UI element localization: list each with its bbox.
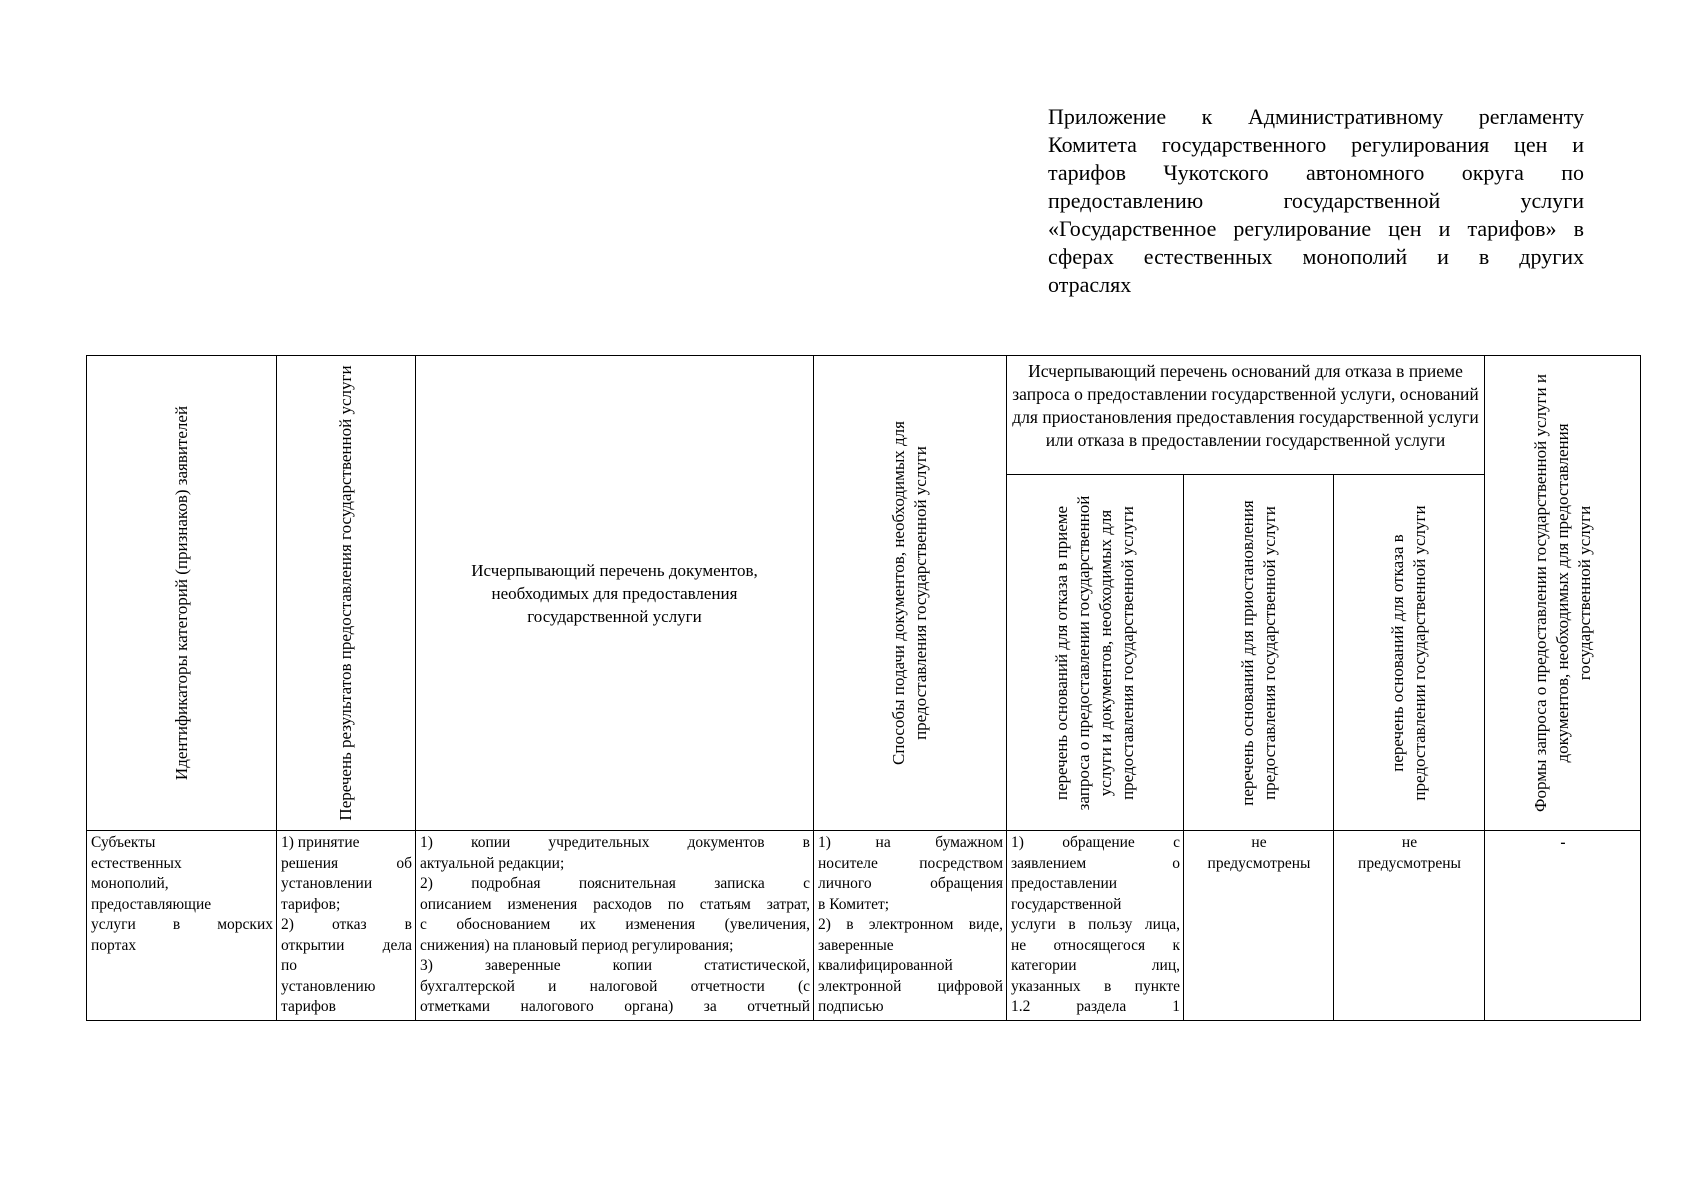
cell-submission (814, 831, 1007, 1021)
cell-line: 1) на бумажном (818, 834, 1003, 851)
header-results-list (277, 356, 416, 831)
cell-refusal-to-provide (1334, 831, 1485, 1021)
cell-refusal-to-accept (1007, 831, 1184, 1021)
appendix-line: отраслях (1048, 272, 1132, 297)
cell-line: 1.2 раздела 1 (1011, 998, 1180, 1015)
appendix-line: Комитета государственного регулирования цен и (1048, 132, 1584, 157)
cell-applicants (87, 831, 277, 1021)
cell-line: 2) подробная пояснительная записка с (420, 875, 810, 892)
cell-line: описанием изменения расходов по статьям затрат, (420, 895, 810, 913)
cell-line: носителе посредством (818, 854, 1003, 872)
cell-line: по (281, 957, 298, 974)
header-request-forms (1485, 356, 1641, 831)
header-suspension-grounds (1184, 475, 1334, 831)
cell-line: тарифов; (281, 895, 341, 913)
cell-line: открытии дела (281, 936, 412, 954)
cell-line: установлению (281, 977, 376, 995)
cell-line: Субъекты (91, 834, 156, 851)
cell-request-forms (1485, 831, 1641, 1021)
header-refusal-to-accept (1007, 475, 1184, 831)
cell-line: 1) принятие (281, 834, 360, 851)
table-row (87, 831, 1641, 1021)
header-text: перечень оснований для приостановления предоставления государственной услуги (1237, 499, 1279, 806)
cell-line: услуги в морских (91, 916, 273, 933)
cell-text: не предусмотрены (1207, 834, 1311, 872)
header-submission-methods (814, 356, 1007, 831)
cell-line: портах (91, 936, 137, 954)
cell-line: тарифов (281, 998, 336, 1015)
cell-line: квалифицированной (818, 957, 953, 974)
cell-text: - (1560, 834, 1566, 851)
cell-line: заверенные (818, 936, 894, 954)
cell-line: актуальной редакции; (420, 854, 565, 872)
appendix-note (1048, 103, 1584, 299)
cell-line: 1) обращение с (1011, 834, 1180, 851)
header-text: Способы подачи документов, необходимых для предоставления государственной услуги (889, 421, 930, 765)
header-text: Формы запроса о предоставлении государственной услуги и документов, необходимых для предоставления государственной услуги (1530, 374, 1594, 812)
cell-line: электронной цифровой (818, 977, 1003, 995)
cell-line: с обоснованием их изменения (увеличения, (420, 916, 810, 933)
header-text: Перечень результатов предоставления государственной услуги (336, 365, 355, 821)
cell-line: указанных в пункте (1011, 977, 1180, 995)
regulation-table (86, 355, 1641, 1021)
header-text: Идентификаторы категорий (признаков) заявителей (171, 405, 191, 781)
cell-line: категории лиц, (1011, 957, 1180, 974)
header-documents-list (416, 356, 814, 831)
appendix-line: Приложение к Административному регламенту (1048, 104, 1584, 129)
header-refusal-grounds-group (1007, 356, 1485, 475)
appendix-line: сферах естественных монополий и в других (1048, 244, 1584, 269)
appendix-line: «Государственное регулирование цен и тарифов» в (1048, 216, 1584, 241)
appendix-line: предоставлению государственной услуги (1048, 188, 1584, 213)
cell-line: отметками налогового органа) за отчетный (420, 998, 810, 1015)
cell-suspension-grounds (1184, 831, 1334, 1021)
cell-line: предоставляющие (91, 895, 212, 913)
cell-text: не предусмотрены (1358, 834, 1461, 872)
cell-line: в Комитет; (818, 895, 890, 913)
cell-line: 2) в электронном виде, (818, 916, 1003, 933)
header-text: Исчерпывающий перечень оснований для отказа в приеме запроса о предоставлении государственной услуги, оснований для приостановления предоставления государственной услуги или отказа в предоставлении государственной услуги (1012, 361, 1479, 450)
cell-line: заявлением о (1011, 854, 1180, 872)
header-applicant-categories (87, 356, 277, 831)
header-text: Исчерпывающий перечень документов, необходимых для предоставления государственной услуги (471, 560, 758, 626)
cell-results (277, 831, 416, 1021)
header-refusal-to-provide (1334, 475, 1485, 831)
cell-line: подписью (818, 998, 884, 1015)
cell-line: монополий, (91, 875, 169, 892)
cell-line: не относящегося к (1011, 936, 1180, 954)
cell-line: установлении (281, 875, 373, 892)
header-text: перечень оснований для отказа в приеме запроса о предоставлении государственной услуги и документов, необходимых для предоставления государственной услуги (1052, 495, 1137, 810)
cell-line: личного обращения (818, 875, 1003, 892)
cell-line: 2) отказ в (281, 916, 412, 933)
cell-line: предоставлении (1011, 875, 1118, 892)
cell-line: бухгалтерской и налоговой отчетности (с (420, 977, 810, 995)
cell-line: услуги в пользу лица, (1011, 916, 1180, 933)
cell-line: 3) заверенные копии статистической, (420, 957, 810, 974)
cell-line: естественных (91, 854, 182, 872)
header-text: перечень оснований для отказа в предоставлении государственной услуги (1388, 504, 1429, 801)
cell-line: решения об (281, 854, 412, 872)
cell-line: 1) копии учредительных документов в (420, 834, 810, 851)
appendix-line: тарифов Чукотского автономного округа по (1048, 160, 1584, 185)
cell-line: государственной (1011, 895, 1122, 913)
cell-documents (416, 831, 814, 1021)
cell-line: снижения) на плановый период регулирования; (420, 936, 734, 954)
